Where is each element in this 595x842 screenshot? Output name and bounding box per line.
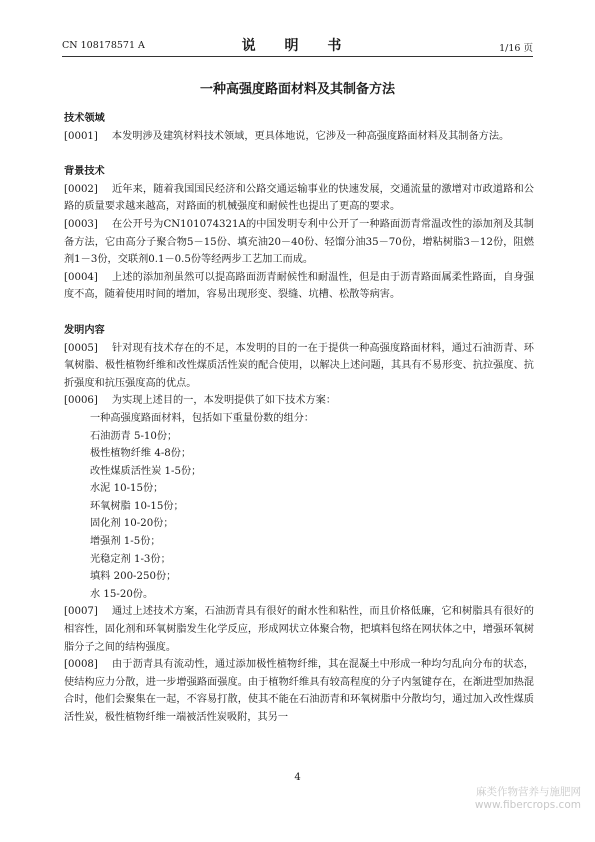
component-item: 石油沥青 5-10份； — [90, 430, 178, 442]
paragraph-0006 — [64, 392, 534, 410]
paragraph-0002 — [64, 181, 534, 216]
paragraph-text: 在公开号为CN101074321A的中国发明专利中公开了一种路面沥青常温改性的添加剂及其制备方法，它由高分子聚合物5－15份、填充油20－40份、轻馏分油35－70份，增粘树脂3－12份，阻燃剂1－3份，交联剂0.1－0.5份等经两步工艺加工而成。 — [64, 218, 534, 266]
page-header — [62, 38, 533, 54]
paragraph-0007 — [64, 603, 534, 656]
component-list-intro: 一种高强度路面材料，包括如下重量份数的组分： — [90, 412, 315, 424]
paragraph-number: [0004] — [64, 271, 98, 283]
component-item: 改性煤质活性炭 1-5份； — [90, 465, 202, 477]
paragraph-number: [0002] — [64, 183, 98, 195]
component-item: 填料 200-250份； — [90, 571, 177, 583]
section-heading-invention: 发明内容 — [64, 323, 105, 336]
paragraph-text: 近年来，随着我国国民经济和公路交通运输事业的快速发展，交通流量的激增对市政道路和公路的质量要求越来越高，对路面的机械强度和耐候性也提出了更高的要求。 — [64, 183, 534, 213]
watermark-url: www.fibercrops.com — [474, 799, 581, 811]
component-item: 水泥 10-15份； — [90, 483, 164, 495]
document-title: 一种高强度路面材料及其制备方法 — [199, 82, 395, 97]
section-heading-tech-field: 技术领域 — [64, 112, 105, 124]
page-info: 1/16 页 — [499, 43, 533, 54]
paragraph-number: [0007] — [64, 606, 98, 618]
paragraph-number: [0008] — [64, 659, 98, 671]
watermark — [475, 786, 581, 812]
paragraph-text: 本发明涉及建筑材料技术领域，更具体地说，它涉及一种高强度路面材料及其制备方法。 — [111, 130, 510, 142]
component-item: 环氧树脂 10-15份； — [90, 500, 184, 512]
watermark-site-name: 麻类作物营养与施肥网 — [476, 786, 581, 798]
component-item: 光稳定剂 1-3份； — [90, 553, 171, 565]
header-divider — [62, 56, 533, 57]
document-body — [64, 110, 534, 727]
component-item: 固化剂 10-20份； — [90, 518, 174, 530]
paragraph-text: 为实现上述目的一，本发明提供了如下技术方案： — [111, 395, 337, 407]
paragraph-text: 上述的添加剂虽然可以提高路面沥青耐候性和耐温性，但是由于沥青路面属柔性路面，自身强度不高，随着使用时间的增加，容易出现形变、裂缝、坑槽、松散等病害。 — [64, 271, 534, 301]
paragraph-text: 由于沥青具有流动性，通过添加极性植物纤维，其在混凝土中形成一种均匀乱向分布的状态，使结构应力分散，进一步增强路面强度。由于植物纤维具有较高程度的分子内氢键存在，在渐进型加热混合时，他们会聚集在一起，不容易打散，使其不能在石油沥青和环氧树脂中分散均匀，通过加入改性煤质活性炭，极性植物纤维一端被活性炭吸附，其另一 — [64, 659, 534, 723]
paragraph-0001 — [64, 128, 534, 146]
paragraph-0008 — [64, 656, 534, 726]
paragraph-0004 — [64, 269, 534, 304]
paragraph-text: 通过上述技术方案，石油沥青具有很好的耐水性和粘性，而且价格低廉，它和树脂具有很好的相容性，固化剂和环氧树脂发生化学反应，形成网状立体聚合物，把填料包络在网状体之中，增强环氧树脂分子之间的结构强度。 — [64, 606, 534, 653]
paragraph-number: [0001] — [64, 130, 98, 142]
component-item: 增强剂 1-5份； — [90, 536, 161, 548]
component-item: 极性植物纤维 4-8份； — [90, 448, 192, 460]
paragraph-number: [0006] — [64, 395, 98, 407]
patent-number: CN 108178571 A — [62, 40, 145, 51]
section-heading-background: 背景技术 — [64, 165, 105, 178]
component-list — [64, 410, 534, 604]
page-number: 4 — [294, 772, 301, 783]
document-type: 说 明 书 — [241, 38, 354, 54]
paragraph-0003 — [64, 216, 534, 269]
component-item: 水 15-20份。 — [90, 588, 154, 600]
paragraph-0005 — [64, 340, 534, 393]
paragraph-number: [0003] — [64, 218, 98, 230]
paragraph-number: [0005] — [64, 342, 98, 354]
paragraph-text: 针对现有技术存在的不足，本发明的目的一在于提供一种高强度路面材料，通过石油沥青、环氧树脂、极性植物纤维和改性煤质活性炭的配合使用，以解决上述问题，其具有不易形变、抗拉强度、抗折强度和抗压强度高的优点。 — [64, 342, 534, 389]
